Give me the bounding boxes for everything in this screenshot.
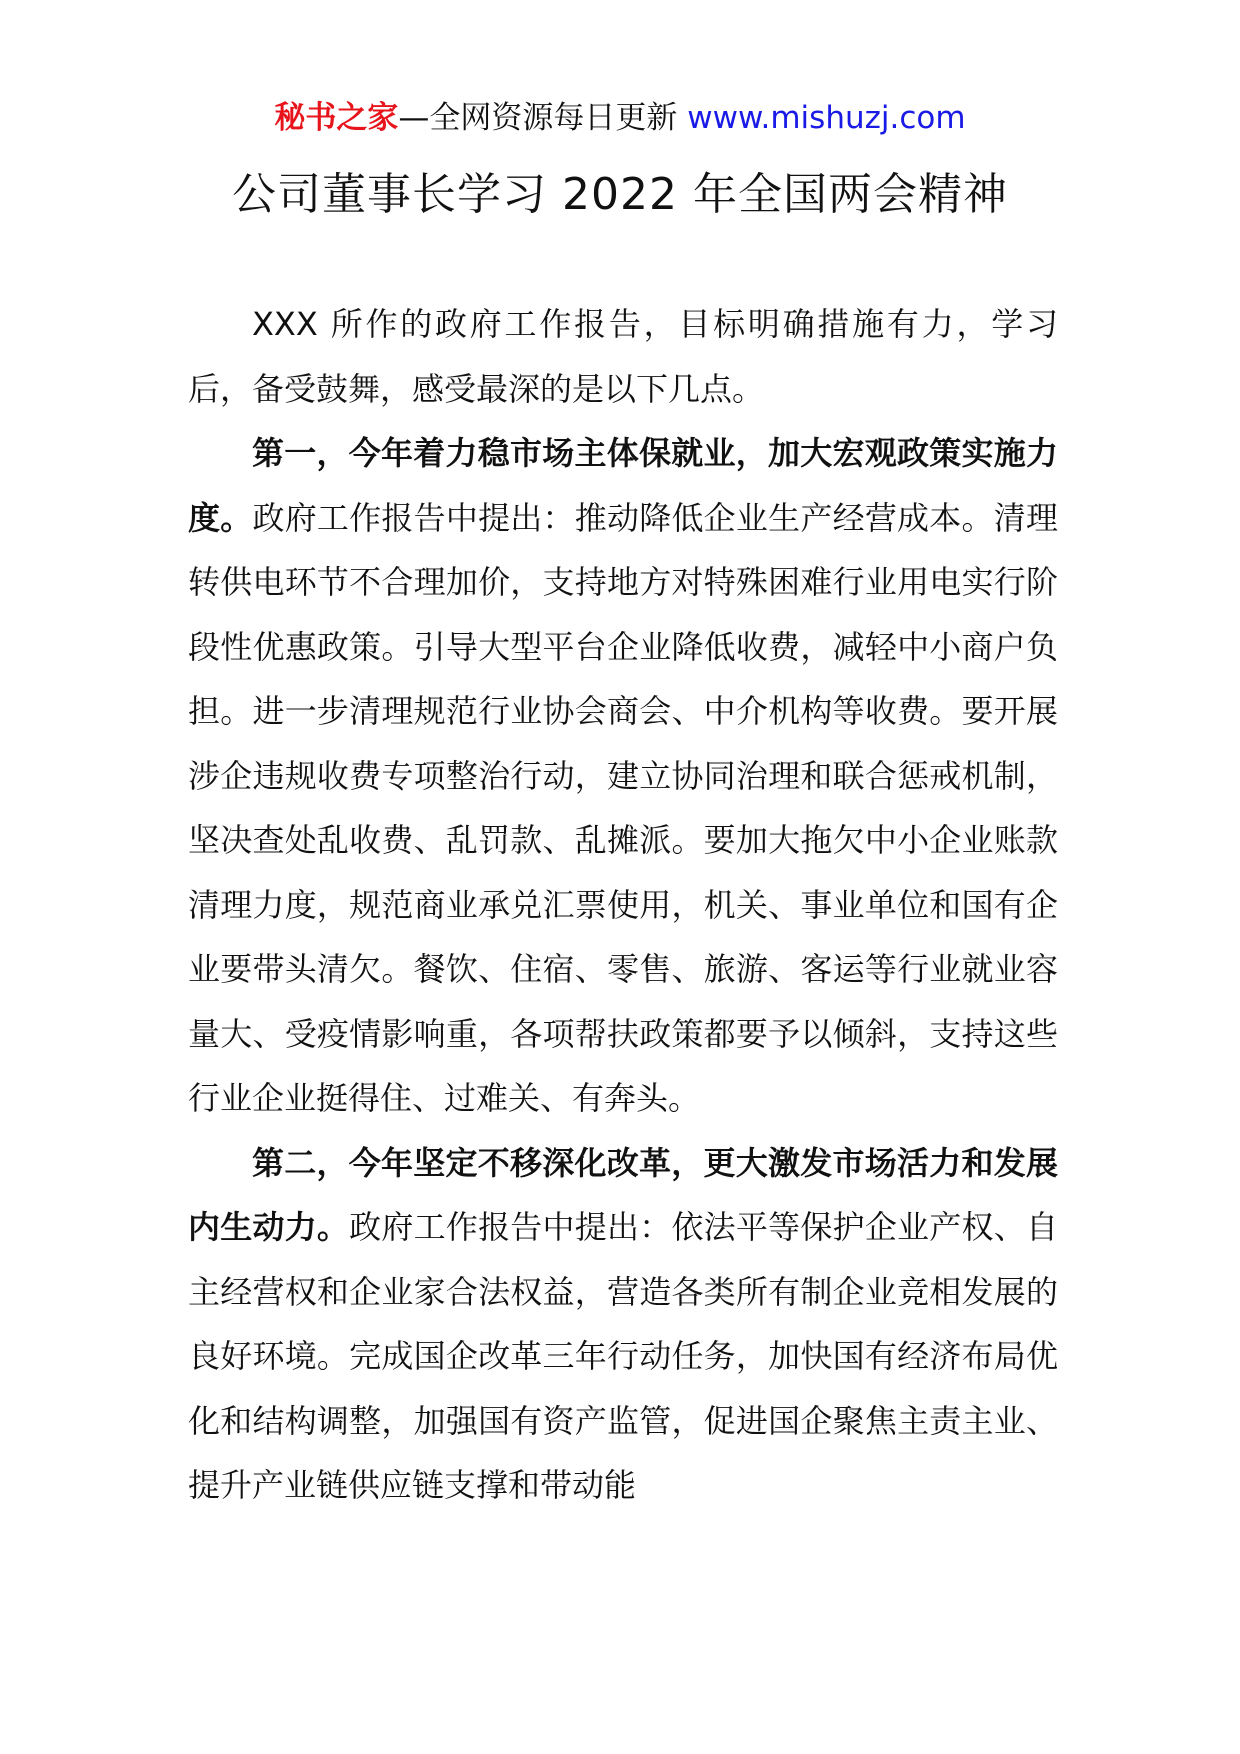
paragraph-point-one	[188, 421, 1058, 1131]
paragraph-point-two	[188, 1131, 1058, 1518]
paragraph-lead: 第二，今年坚定不移深化改革，更大激发市场活力和发展内生动力。	[188, 1143, 1058, 1246]
paragraph-text: 政府工作报告中提出：推动降低企业生产经营成本。清理转供电环节不合理加价，支持地方对特殊困难行业用电实行阶段性优惠政策。引导大型平台企业降低收费，减轻中小商户负担。进一步清理规范行业协会商会、中介机构等收费。要开展涉企违规收费专项整治行动，建立协同治理和联合惩戒机制，坚决查处乱收费、乱罚款、乱摊派。要加大拖欠中小企业账款清理力度，规范商业承兑汇票使用，机关、事业单位和国有企业要带头清欠。餐饮、住宿、零售、旅游、客运等行业就业容量大、受疫情影响重，各项帮扶政策都要予以倾斜，支持这些行业企业挺得住、过难关、有奔头。	[188, 498, 1058, 1117]
paragraph-text: XXX 所作的政府工作报告，目标明确措施有力，学习后，备受鼓舞，感受最深的是以下几点。	[188, 305, 1058, 408]
site-tagline: —全网资源每日更新	[398, 100, 678, 136]
paragraph-intro	[188, 292, 1058, 421]
paragraph-lead: 第一，今年着力稳市场主体保就业，加大宏观政策实施力度。	[188, 434, 1058, 537]
document-title: 公司董事长学习 2022 年全国两会精神	[232, 169, 1008, 220]
brand-name: 秘书之家	[274, 100, 399, 136]
document-body	[188, 292, 1058, 1518]
site-header	[0, 98, 1240, 138]
paragraph-text: 政府工作报告中提出：依法平等保护企业产权、自主经营权和企业家合法权益，营造各类所有制企业竞相发展的良好环境。完成国企改革三年行动任务，加快国有经济布局优化和结构调整，加强国有资产监管，促进国企聚焦主责主业、提升产业链供应链支撑和带动能	[188, 1208, 1058, 1504]
site-url-link[interactable]: www.mishuzj.com	[687, 100, 966, 136]
